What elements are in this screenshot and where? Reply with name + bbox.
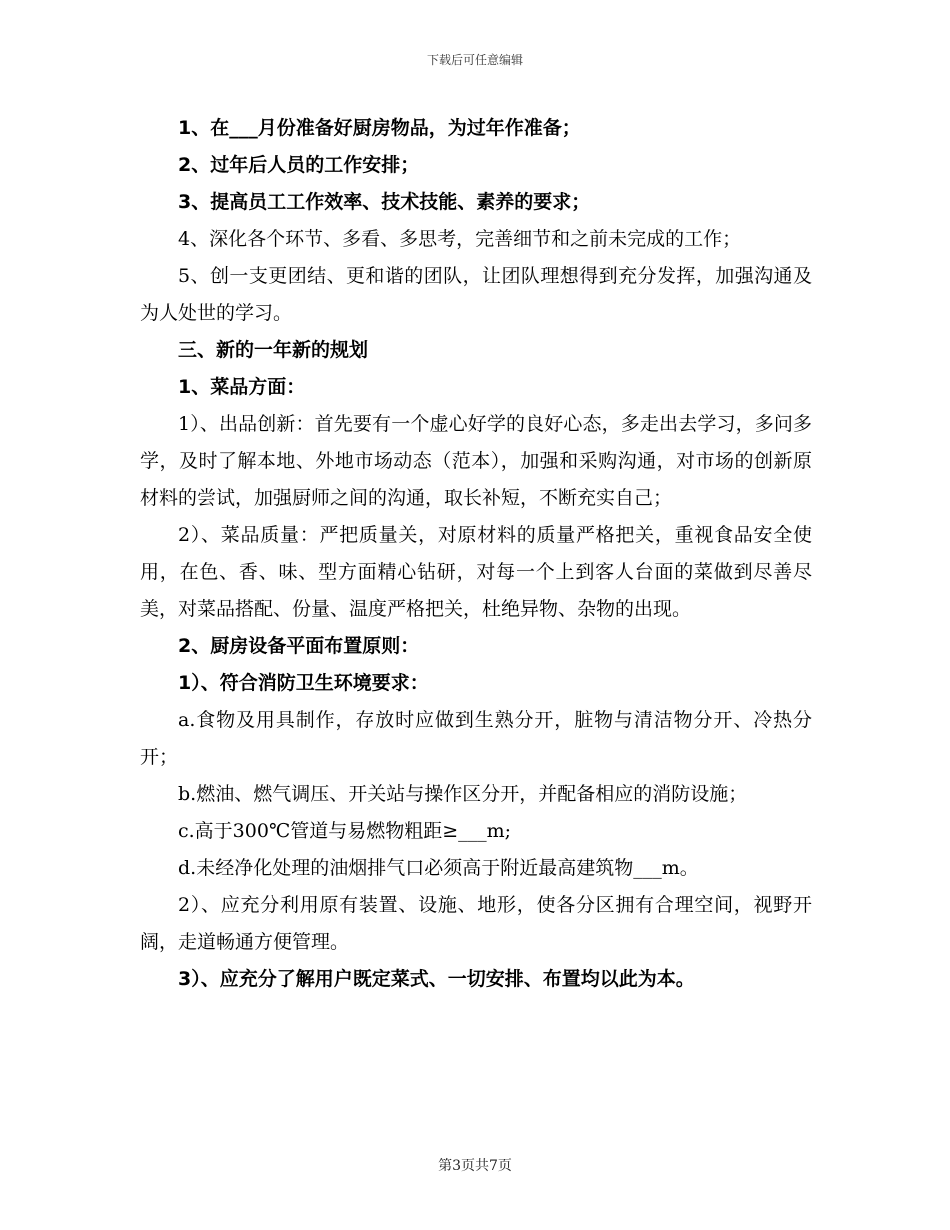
- paragraph-3: 3、提高员工工作效率、技术技能、素养的要求；: [178, 191, 591, 213]
- subheading-dishes: 1、菜品方面：: [178, 376, 306, 398]
- document-body: [140, 110, 812, 998]
- page-footer: 第3页共7页: [438, 1158, 512, 1174]
- paragraph-2: 2、过年后人员的工作安排；: [178, 154, 420, 176]
- paragraph-quality: 2）、菜品质量：严把质量关，对原材料的质量严格把关，重视食品安全使用，在色、香、味、型方面精心钻研，对每一个上到客人台面的菜做到尽善尽美，对菜品搭配、份量、温度严格把关，杜绝异物、杂物的出现。: [140, 524, 812, 620]
- section-heading: 三、新的一年新的规划: [178, 339, 369, 361]
- paragraph-5: 5、创一支更团结、更和谐的团队，让团队理想得到充分发挥，加强沟通及为人处世的学习。: [140, 265, 812, 324]
- paragraph-menu: 3）、应充分了解用户既定菜式、一切安排、布置均以此为本。: [178, 968, 695, 990]
- item-c: c.高于300℃管道与易燃物粗距≥___m;: [178, 820, 512, 842]
- paragraph-1: 1、在___月份准备好厨房物品，为过年作准备；: [178, 117, 581, 139]
- paragraph-space: 2）、应充分利用原有装置、设施、地形，使各分区拥有合理空间，视野开阔，走道畅通方便管理。: [140, 894, 812, 953]
- item-a: a.食物及用具制作，存放时应做到生熟分开，脏物与清洁物分开、冷热分开；: [140, 709, 812, 768]
- subheading-layout: 2、厨房设备平面布置原则：: [178, 635, 420, 657]
- page-header: 下载后可任意编辑: [426, 53, 523, 67]
- paragraph-4: 4、深化各个环节、多看、多思考，完善细节和之前未完成的工作；: [178, 228, 742, 250]
- item-d: d.未经净化处理的油烟排气口必须高于附近最高建筑物___m。: [178, 857, 699, 879]
- subheading-fire-safety: 1）、符合消防卫生环境要求：: [178, 672, 429, 694]
- item-b: b.燃油、燃气调压、开关站与操作区分开，并配备相应的消防设施；: [178, 783, 748, 805]
- paragraph-innovation: 1）、出品创新：首先要有一个虚心好学的良好心态，多走出去学习，多问多学，及时了解本地、外地市场动态（范本），加强和采购沟通，对市场的创新原材料的尝试，加强厨师之间的沟通，取长补短，不断充实自己；: [140, 413, 812, 509]
